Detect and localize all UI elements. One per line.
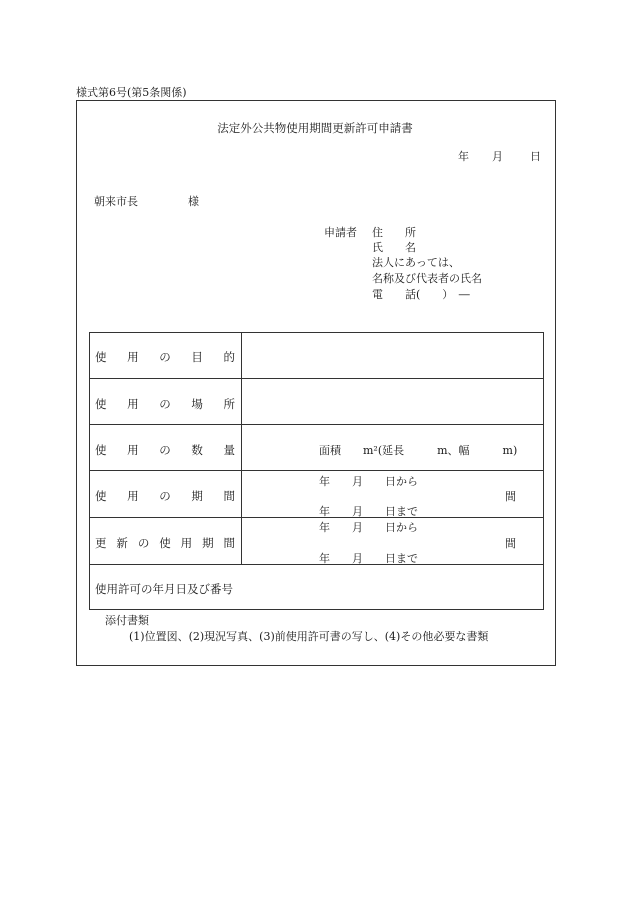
date-day: 日 — [530, 150, 541, 163]
date-month: 月 — [492, 150, 503, 163]
table-column-divider — [241, 332, 242, 564]
renewal-period-label: 更新の使用期間 — [95, 536, 235, 550]
applicant-label: 申請者 — [324, 226, 357, 239]
renewal-period-to[interactable]: 年 月 日まで — [319, 552, 418, 565]
purpose-label: 使 用 の 目 的 — [95, 350, 235, 364]
location-label: 使 用 の 場 所 — [95, 397, 235, 411]
table-divider — [89, 378, 544, 379]
usage-table — [89, 332, 544, 610]
renewal-period-unit: 間 — [505, 537, 516, 550]
form-number: 様式第6号(第5条関係) — [76, 86, 187, 99]
quantity-value[interactable]: 面積 m²(延長 m、幅 m) — [319, 444, 518, 457]
period-from[interactable]: 年 月 日から — [319, 475, 418, 488]
permit-date-number-label: 使用許可の年月日及び番号 — [95, 582, 233, 596]
quantity-label: 使 用 の 数 量 — [95, 443, 235, 457]
applicant-corp-note-1: 法人にあっては、 — [372, 256, 460, 269]
period-label: 使 用 の 期 間 — [95, 489, 235, 503]
table-divider — [89, 564, 544, 565]
applicant-name-label: 氏 名 — [372, 241, 416, 254]
applicant-address-label: 住 所 — [372, 226, 416, 239]
date-year: 年 — [458, 150, 469, 163]
form-title: 法定外公共物使用期間更新許可申請書 — [217, 121, 413, 135]
period-unit: 間 — [505, 490, 516, 503]
attachments-title: 添付書類 — [105, 614, 149, 627]
attachments-list: (1)位置図、(2)現況写真、(3)前使用許可書の写し、(4)その他必要な書類 — [129, 630, 489, 643]
table-divider — [89, 424, 544, 425]
addressee-honorific: 様 — [188, 195, 199, 208]
table-divider — [89, 470, 544, 471]
applicant-corp-note-2: 名称及び代表者の氏名 — [372, 272, 482, 285]
applicant-phone-label: 電 話( ） ― — [372, 288, 470, 301]
period-to[interactable]: 年 月 日まで — [319, 505, 418, 518]
addressee-name: 朝来市長 — [94, 195, 138, 208]
renewal-period-from[interactable]: 年 月 日から — [319, 521, 418, 534]
table-divider — [89, 517, 544, 518]
